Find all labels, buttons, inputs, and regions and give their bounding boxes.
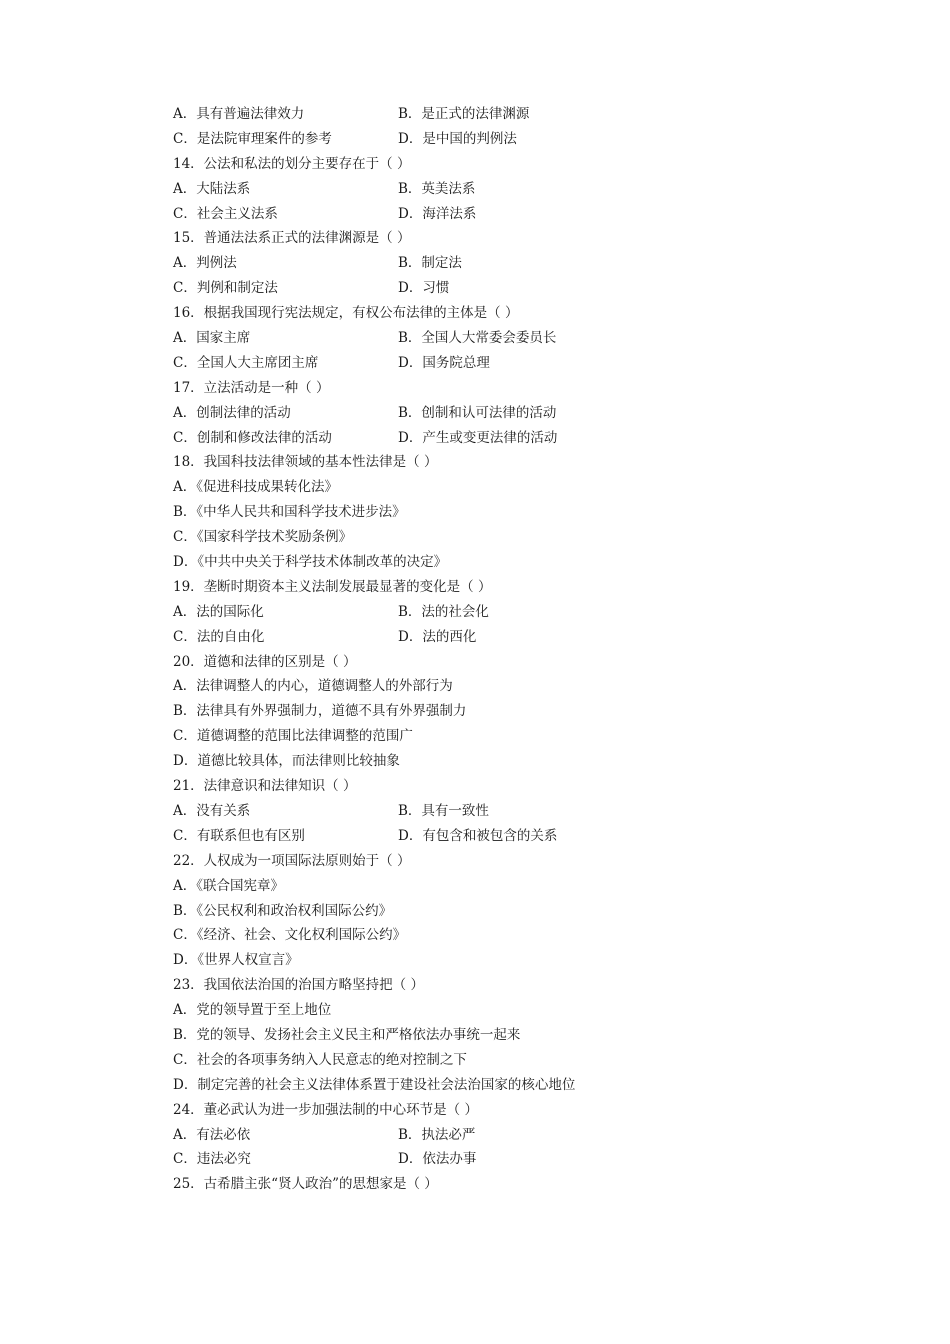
option-row-full [173, 475, 773, 500]
option-row-full [173, 525, 773, 550]
option-right: B．具有一致性 [398, 802, 489, 819]
option-left: C．判例和制定法 [173, 280, 278, 297]
option-full: C．道德调整的范围比法律调整的范围广 [173, 728, 413, 745]
option-left: A．没有关系 [173, 802, 251, 819]
question-row [173, 575, 773, 600]
option-right: D．产生或变更法律的活动 [398, 429, 558, 446]
question-row [173, 152, 773, 177]
option-row-full [173, 899, 773, 924]
option-left: C．社会主义法系 [173, 205, 278, 222]
option-full: D．道德比较具体，而法律则比较抽象 [173, 753, 400, 770]
option-right: D．习惯 [398, 280, 450, 297]
option-full: B．《公民权利和政治权利国际公约》 [173, 902, 393, 919]
question-row [173, 973, 773, 998]
option-full: D．《世界人权宣言》 [173, 952, 299, 969]
option-row-full [173, 1073, 773, 1098]
question-text: 15．普通法法系正式的法律渊源是（ ） [173, 230, 411, 247]
option-row-full [173, 724, 773, 749]
option-full: C．社会的各项事务纳入人民意志的绝对控制之下 [173, 1051, 467, 1068]
question-text: 14．公法和私法的划分主要存在于（ ） [173, 155, 411, 172]
option-right: B．全国人大常委会委员长 [398, 330, 557, 347]
option-row [173, 351, 773, 376]
question-row [173, 226, 773, 251]
question-text: 23．我国依法治国的治国方略坚持把（ ） [173, 977, 424, 994]
option-left: C．创制和修改法律的活动 [173, 429, 332, 446]
option-right: B．创制和认可法律的活动 [398, 404, 557, 421]
option-left: A．具有普遍法律效力 [173, 106, 305, 122]
option-left: C．违法必究 [173, 1151, 251, 1168]
option-left: C．法的自由化 [173, 628, 265, 645]
option-full: A．《促进科技成果转化法》 [173, 479, 338, 496]
option-row [173, 426, 773, 451]
option-row [173, 1147, 773, 1172]
option-row-full [173, 1048, 773, 1073]
question-row [173, 650, 773, 675]
option-full: A．党的领导置于至上地位 [173, 1002, 332, 1019]
option-full: D．制定完善的社会主义法律体系置于建设社会法治国家的核心地位 [173, 1076, 576, 1093]
option-full: C．《国家科学技术奖励条例》 [173, 529, 353, 546]
option-row [173, 177, 773, 202]
option-left: A．法的国际化 [173, 603, 264, 620]
option-right: B．是正式的法律渊源 [398, 106, 530, 122]
question-row [173, 301, 773, 326]
option-row-full [173, 998, 773, 1023]
question-row [173, 1172, 773, 1197]
option-row [173, 326, 773, 351]
question-row [173, 450, 773, 475]
option-right: D．法的西化 [398, 628, 477, 645]
option-row-full [173, 500, 773, 525]
option-row [173, 127, 773, 152]
option-row [173, 251, 773, 276]
option-right: B．制定法 [398, 255, 462, 272]
option-row-full [173, 749, 773, 774]
option-full: D．《中共中央关于科学技术体制改革的决定》 [173, 554, 448, 571]
question-text: 20．道德和法律的区别是（ ） [173, 653, 357, 670]
question-text: 17．立法活动是一种（ ） [173, 379, 330, 396]
option-row-full [173, 874, 773, 899]
option-full: A．法律调整人的内心，道德调整人的外部行为 [173, 678, 453, 695]
option-row [173, 202, 773, 227]
option-right: B．英美法系 [398, 180, 476, 197]
question-row [173, 1098, 773, 1123]
question-text: 21．法律意识和法律知识（ ） [173, 778, 357, 795]
option-right: B．执法必严 [398, 1126, 476, 1143]
option-full: B．《中华人民共和国科学技术进步法》 [173, 504, 406, 521]
option-row-full [173, 1023, 773, 1048]
option-row [173, 625, 773, 650]
option-row [173, 276, 773, 301]
option-right: D．有包含和被包含的关系 [398, 827, 558, 844]
option-left: C．有联系但也有区别 [173, 827, 305, 844]
option-full: B．党的领导、发扬社会主义民主和严格依法办事统一起来 [173, 1026, 521, 1043]
option-row-full [173, 674, 773, 699]
question-text: 24．董必武认为进一步加强法制的中心环节是（ ） [173, 1101, 478, 1118]
option-left: A．大陆法系 [173, 180, 251, 197]
option-right: D．国务院总理 [398, 354, 490, 371]
exam-page [173, 102, 773, 1197]
option-left: A．判例法 [173, 255, 237, 272]
option-row [173, 600, 773, 625]
option-right: D．依法办事 [398, 1151, 477, 1168]
question-row [173, 376, 773, 401]
option-left: A．国家主席 [173, 330, 251, 347]
option-row [173, 102, 773, 127]
option-right: D．是中国的判例法 [398, 130, 517, 147]
option-left: A．创制法律的活动 [173, 404, 291, 421]
question-text: 18．我国科技法律领域的基本性法律是（ ） [173, 454, 438, 471]
option-row-full [173, 699, 773, 724]
question-row [173, 849, 773, 874]
option-right: D．海洋法系 [398, 205, 477, 222]
question-text: 19．垄断时期资本主义法制发展最显著的变化是（ ） [173, 578, 492, 595]
option-row-full [173, 923, 773, 948]
option-row [173, 799, 773, 824]
option-row [173, 824, 773, 849]
option-row [173, 401, 773, 426]
option-left: C．全国人大主席团主席 [173, 354, 319, 371]
option-row [173, 1123, 773, 1148]
option-full: A．《联合国宪章》 [173, 877, 284, 894]
question-row [173, 774, 773, 799]
option-left: C．是法院审理案件的参考 [173, 130, 332, 147]
question-text: 16．根据我国现行宪法规定，有权公布法律的主体是（ ） [173, 305, 519, 322]
option-left: A．有法必依 [173, 1126, 251, 1143]
option-row-full [173, 550, 773, 575]
question-text: 25．古希腊主张“贤人政治”的思想家是（ ） [173, 1176, 438, 1193]
option-right: B．法的社会化 [398, 603, 489, 620]
option-row-full [173, 948, 773, 973]
question-text: 22．人权成为一项国际法原则始于（ ） [173, 852, 411, 869]
option-full: B．法律具有外界强制力，道德不具有外界强制力 [173, 703, 467, 720]
option-full: C．《经济、社会、文化权利国际公约》 [173, 927, 407, 944]
